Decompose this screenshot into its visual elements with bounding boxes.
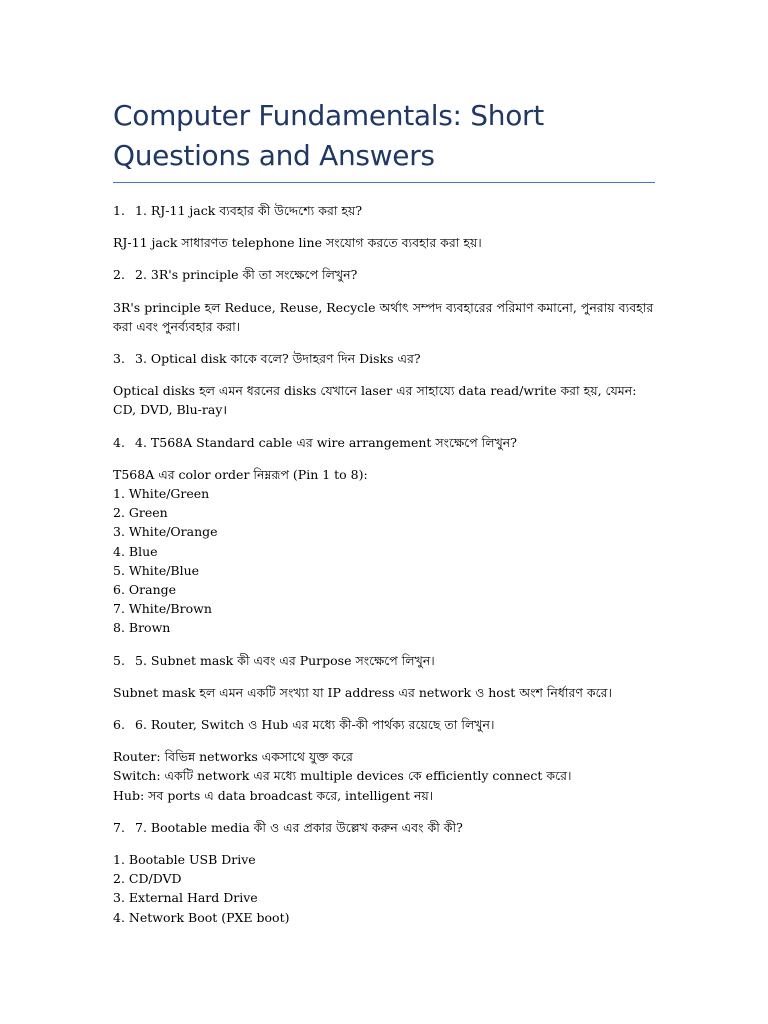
- question-text: 1. RJ-11 jack ব্যবহার কী উদ্দেশ্যে করা হয়?: [135, 203, 363, 218]
- question-text: 3. Optical disk কাকে বলে? উদাহরণ দিন Disks এর?: [135, 351, 421, 367]
- question-3: [113, 349, 655, 368]
- question-2: [113, 265, 655, 284]
- question-number: 5.: [113, 652, 125, 668]
- answer-5: Subnet mask হল এমন একটি সংখ্যা যা IP address এর network ও host অংশ নির্ধারণ করে।: [113, 684, 613, 700]
- question-number: 6.: [113, 717, 125, 733]
- qa-list: [113, 201, 655, 927]
- question-number: 3.: [113, 351, 125, 367]
- question-6: [113, 715, 655, 734]
- answer-4: T568A এর color order নিম্নরূপ (Pin 1 to 8): 1. White/Green 2. Green 3. White/Orange 4. Blue 5. White/Blue 6. Orange 7. White/Brown 8. Brown: [113, 466, 368, 636]
- answer-1: RJ-11 jack সাধারণত telephone line সংযোগ করতে ব্যবহার করা হয়।: [113, 235, 482, 251]
- question-7: [113, 818, 655, 837]
- question-number: 7.: [113, 819, 125, 835]
- document-page: [113, 96, 655, 927]
- answer-6: Router: বিভিন্ন networks একসাথে যুক্ত করে Switch: একটি network এর মধ্যে multiple devices কে efficiently connect করে। Hub: সব ports এ data broadcast করে, intelligent নয়।: [113, 749, 572, 803]
- answer-2: 3R's principle হল Reduce, Reuse, Recycle অর্থাৎ সম্পদ ব্যবহারের পরিমাণ কমানো, পুনরায় ব্যবহার করা এবং পুনর্ব্যবহার করা।: [113, 299, 654, 334]
- question-1: [113, 201, 655, 220]
- question-4: [113, 433, 655, 452]
- document-title: Computer Fundamentals: Short Questions and Answers: [113, 96, 655, 183]
- question-5: [113, 651, 655, 670]
- answer-7: 1. Bootable USB Drive 2. CD/DVD 3. External Hard Drive 4. Network Boot (PXE boot): [113, 852, 290, 925]
- question-number: 1.: [113, 203, 125, 218]
- question-text: 2. 3R's principle কী তা সংক্ষেপে লিখুন?: [135, 267, 358, 283]
- question-text: 6. Router, Switch ও Hub এর মধ্যে কী-কী পার্থক্য রয়েছে তা লিখুন।: [135, 717, 495, 733]
- question-number: 4.: [113, 434, 125, 450]
- question-text: 5. Subnet mask কী এবং এর Purpose সংক্ষেপে লিখুন।: [135, 652, 435, 668]
- answer-3: Optical disks হল এমন ধরনের disks যেখানে laser এর সাহায্যে data read/write করা হয়, যেমন: CD, DVD, Blu-ray।: [113, 383, 637, 418]
- question-number: 2.: [113, 267, 125, 283]
- question-text: 4. T568A Standard cable এর wire arrangement সংক্ষেপে লিখুন?: [135, 434, 517, 450]
- question-text: 7. Bootable media কী ও এর প্রকার উল্লেখ করুন এবং কী কী?: [135, 819, 463, 835]
